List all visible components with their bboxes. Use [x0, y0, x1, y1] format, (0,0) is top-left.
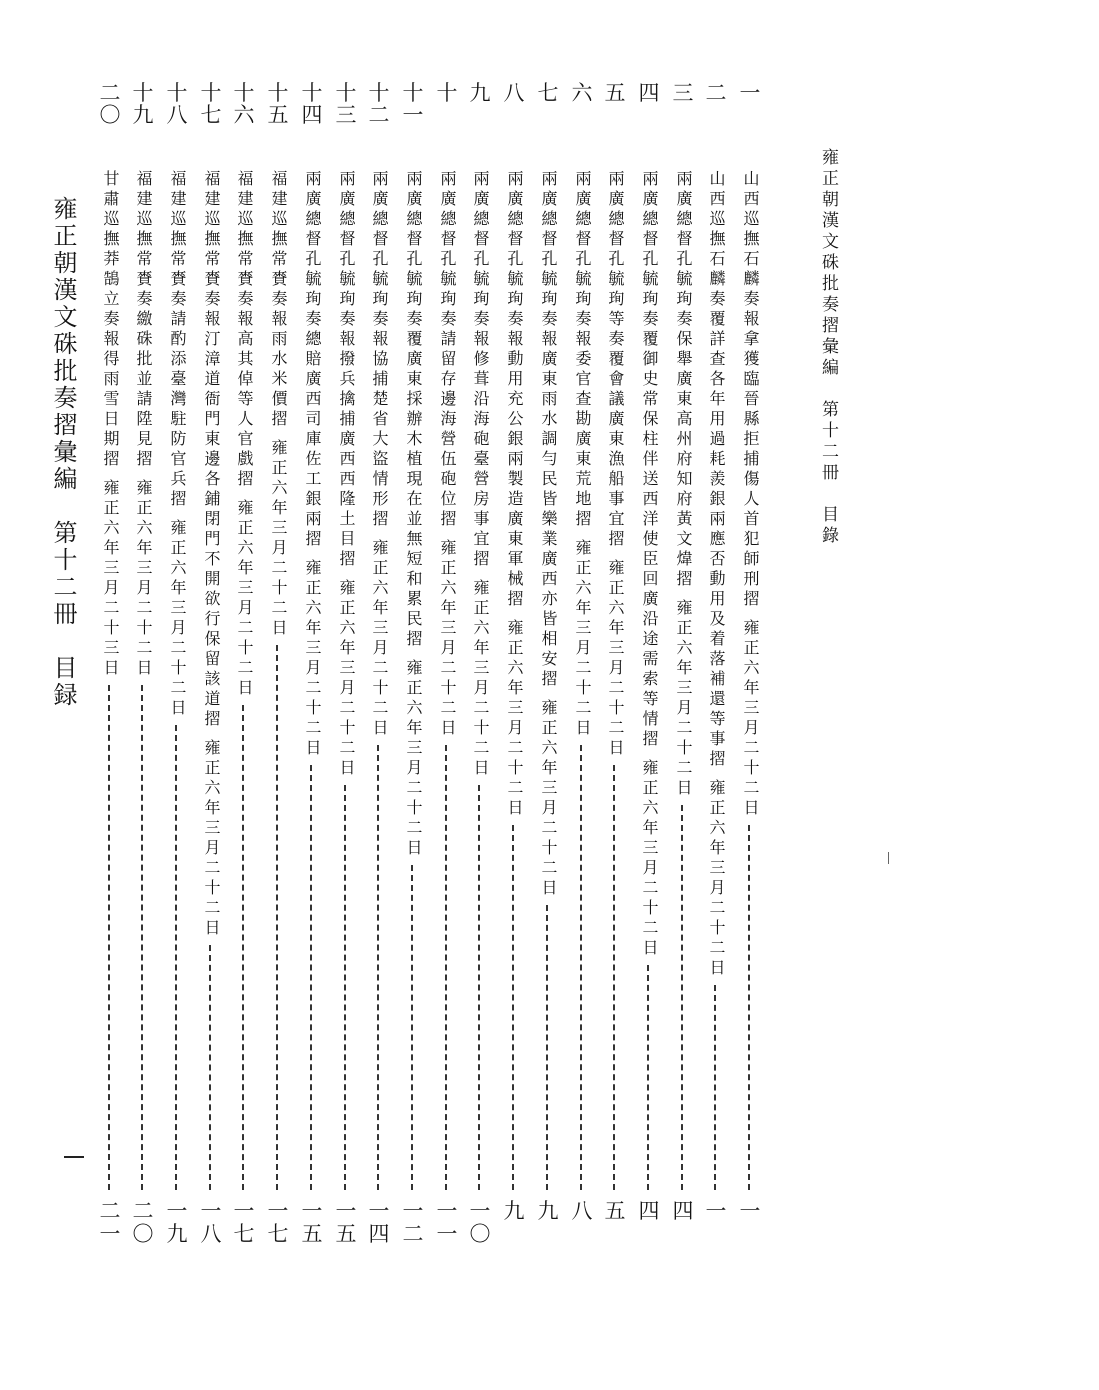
entry-page: 一 — [739, 1199, 761, 1223]
entry-title: 福建巡撫常賚奏報雨水米價摺 雍正六年三月二十二日 — [269, 170, 288, 640]
toc-entry — [261, 0, 295, 1246]
entry-title: 兩廣總督孔毓珣等奏覆會議廣東漁船事宜摺 雍正六年三月二十二日 — [606, 170, 625, 760]
toc-entry — [733, 0, 767, 1223]
entry-title: 福建巡撫常賚奏報汀漳道衙門東邊各鋪閉門不開欲行保留該道摺 雍正六年三月二十二日 — [202, 170, 221, 940]
entry-title: 兩廣總督孔毓珣奏報協捕楚省大盜情形摺 雍正六年三月二十二日 — [370, 170, 389, 740]
entry-page: 四 — [672, 1199, 694, 1223]
page-number — [64, 1156, 84, 1158]
toc-entry — [93, 0, 127, 1246]
toc-entry — [227, 0, 261, 1246]
leader-dashes — [512, 825, 514, 1190]
toc-entry — [396, 0, 430, 1246]
entry-page: 一 — [705, 1199, 727, 1223]
entry-page: 一 〇 — [469, 1199, 491, 1246]
entry-title: 兩廣總督孔毓珣奏覆御史常保柱伴送西洋使臣回廣沿途需索等情摺 雍正六年三月二十二日 — [640, 170, 659, 960]
entry-number: 二 — [705, 81, 727, 105]
leader-dashes — [748, 825, 750, 1190]
leader-dashes — [310, 765, 312, 1190]
toc-entry — [160, 0, 194, 1246]
entry-number: 十 三 — [335, 81, 357, 127]
toc-entry — [295, 0, 329, 1246]
leader-dashes — [714, 985, 716, 1190]
entry-number: 一 — [739, 81, 761, 105]
entry-title: 兩廣總督孔毓珣奏保舉廣東高州府知府黃文煒摺 雍正六年三月二十二日 — [674, 170, 693, 800]
entry-page: 二 〇 — [132, 1199, 154, 1246]
entry-number: 十 八 — [166, 81, 188, 127]
entry-title: 兩廣總督孔毓珣奏報委官查勘廣東荒地摺 雍正六年三月二十二日 — [573, 170, 592, 740]
entry-title: 兩廣總督孔毓珣奏覆廣東採辦木植現在並無短和累民摺 雍正六年三月二十二日 — [404, 170, 423, 860]
entry-page: 一 一 — [436, 1199, 458, 1246]
entry-page: 一 五 — [335, 1199, 357, 1246]
entry-number: 二 〇 — [99, 81, 121, 127]
leader-dashes — [681, 805, 683, 1190]
entry-page: 一 七 — [267, 1199, 289, 1246]
entry-title: 福建巡撫常賚奏報高其倬等人官戲摺 雍正六年三月二十二日 — [235, 170, 254, 700]
entry-page: 五 — [604, 1199, 626, 1223]
entry-number: 九 — [469, 81, 491, 105]
toc-entry — [666, 0, 700, 1223]
entry-title: 兩廣總督孔毓珣奏報動用充公銀兩製造廣東軍械摺 雍正六年三月二十二日 — [505, 170, 524, 820]
toc-entry — [699, 0, 733, 1223]
entry-title: 兩廣總督孔毓珣奏報廣東雨水調勻民皆樂業廣西亦皆相安摺 雍正六年三月二十二日 — [539, 170, 558, 900]
entry-title: 兩廣總督孔毓珣奏報修葺沿海砲臺營房事宜摺 雍正六年三月二十二日 — [471, 170, 490, 780]
entry-page: 九 — [537, 1199, 559, 1223]
entry-number: 六 — [571, 81, 593, 105]
entry-title: 兩廣總督孔毓珣奏總賠廣西司庫佐工銀兩摺 雍正六年三月二十二日 — [303, 170, 322, 760]
scan-mark — [888, 852, 889, 864]
entry-title: 山西巡撫石麟奏報拿獲臨晉縣拒捕傷人首犯師刑摺 雍正六年三月二十二日 — [741, 170, 760, 820]
entry-number: 十 — [436, 81, 458, 105]
entry-number: 十 四 — [301, 81, 323, 127]
leader-dashes — [108, 685, 110, 1190]
entry-page: 一 二 — [402, 1199, 424, 1246]
running-header: 雍正朝漢文硃批奏摺彙編 第十二冊 目錄 — [818, 148, 838, 547]
entry-number: 七 — [537, 81, 559, 105]
entry-page: 九 — [503, 1199, 525, 1223]
leader-dashes — [209, 945, 211, 1190]
entry-page: 一 八 — [200, 1199, 222, 1246]
leader-dashes — [647, 965, 649, 1190]
leader-dashes — [478, 785, 480, 1190]
toc-entry — [126, 0, 160, 1246]
leader-dashes — [613, 765, 615, 1190]
entry-page: 八 — [571, 1199, 593, 1223]
leader-dashes — [580, 745, 582, 1190]
entry-title: 福建巡撫常賚奏請酌添臺灣駐防官兵摺 雍正六年三月二十二日 — [168, 170, 187, 720]
toc-entry — [531, 0, 565, 1223]
entry-number: 五 — [604, 81, 626, 105]
toc-entry — [362, 0, 396, 1246]
entry-title: 兩廣總督孔毓珣奏報撥兵擒捕廣西西隆土目摺 雍正六年三月二十二日 — [337, 170, 356, 780]
entry-page: 一 四 — [368, 1199, 390, 1246]
toc-entry — [194, 0, 228, 1246]
leader-dashes — [411, 865, 413, 1190]
side-title: 雍正朝漢文硃批奏摺彙編 第十二冊 目録 — [49, 196, 77, 709]
entry-number: 十 九 — [132, 81, 154, 127]
entry-number: 十 六 — [233, 81, 255, 127]
entry-title: 山西巡撫石麟奏覆詳查各年用過耗羨銀兩應否動用及着落補還等事摺 雍正六年三月二十二日 — [707, 170, 726, 980]
leader-dashes — [141, 685, 143, 1190]
leader-dashes — [445, 745, 447, 1190]
entry-number: 十 二 — [368, 81, 390, 127]
toc-entry — [632, 0, 666, 1223]
toc-entry — [329, 0, 363, 1246]
leader-dashes — [546, 905, 548, 1190]
toc-entry — [497, 0, 531, 1223]
toc-entry — [430, 0, 464, 1246]
toc-entry — [598, 0, 632, 1223]
entry-page: 四 — [638, 1199, 660, 1223]
entry-number: 八 — [503, 81, 525, 105]
entry-page: 一 五 — [301, 1199, 323, 1246]
toc-entry — [463, 0, 497, 1246]
entry-number: 三 — [672, 81, 694, 105]
leader-dashes — [377, 745, 379, 1190]
leader-dashes — [242, 705, 244, 1190]
leader-dashes — [175, 725, 177, 1190]
entry-number: 十 七 — [200, 81, 222, 127]
entry-page: 二 一 — [99, 1199, 121, 1246]
entry-title: 甘肅巡撫莽鵠立奏報得雨雪日期摺 雍正六年三月二十三日 — [101, 170, 120, 680]
entry-number: 十 五 — [267, 81, 289, 127]
entry-page: 一 七 — [233, 1199, 255, 1246]
leader-dashes — [276, 645, 278, 1190]
entry-page: 一 九 — [166, 1199, 188, 1246]
leader-dashes — [344, 785, 346, 1190]
toc-entry — [565, 0, 599, 1223]
entry-title: 福建巡撫常賚奏繳硃批並請陞見摺 雍正六年三月二十二日 — [134, 170, 153, 680]
entry-number: 十 一 — [402, 81, 424, 127]
entry-title: 兩廣總督孔毓珣奏請留存邊海營伍砲位摺 雍正六年三月二十二日 — [438, 170, 457, 740]
entry-number: 四 — [638, 81, 660, 105]
